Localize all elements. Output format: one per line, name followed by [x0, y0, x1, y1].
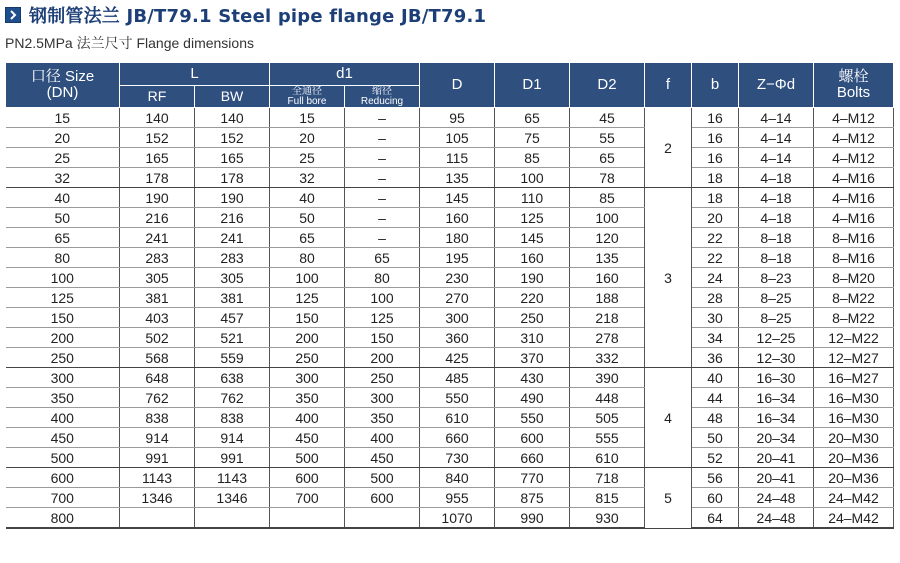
cell-zphid: 16–34: [739, 408, 814, 428]
cell-rf: 648: [120, 368, 195, 388]
cell-D2: 930: [570, 508, 645, 529]
cell-D: 955: [420, 488, 495, 508]
cell-bw: 381: [195, 288, 270, 308]
cell-bw: 283: [195, 248, 270, 268]
cell-full: 500: [270, 448, 345, 468]
cell-dn: 32: [6, 168, 120, 188]
table-row: [6, 408, 894, 428]
cell-zphid: 8–18: [739, 228, 814, 248]
table-row: [6, 488, 894, 508]
cell-bw: 305: [195, 268, 270, 288]
header-reducing-en: Reducing: [360, 95, 404, 107]
header-b: b: [692, 63, 739, 108]
cell-rf: 568: [120, 348, 195, 368]
table-row: [6, 248, 894, 268]
cell-dn: 25: [6, 148, 120, 168]
cell-full: 40: [270, 188, 345, 208]
cell-D2: 100: [570, 208, 645, 228]
cell-D: 425: [420, 348, 495, 368]
table-row: [6, 108, 894, 128]
cell-b: 64: [692, 508, 739, 529]
cell-red: –: [345, 228, 420, 248]
table-row: [6, 388, 894, 408]
cell-bolts: 16–M27: [814, 368, 894, 388]
title-row: [5, 3, 486, 27]
cell-D2: 390: [570, 368, 645, 388]
cell-zphid: 20–41: [739, 468, 814, 488]
cell-D1: 145: [495, 228, 570, 248]
cell-red: –: [345, 128, 420, 148]
header-bolts-cn: 螺栓: [838, 68, 869, 86]
cell-dn: 250: [6, 348, 120, 368]
table-row: [6, 368, 894, 388]
cell-D: 95: [420, 108, 495, 128]
cell-bolts: 16–M30: [814, 388, 894, 408]
cell-zphid: 4–18: [739, 188, 814, 208]
cell-dn: 400: [6, 408, 120, 428]
cell-D: 195: [420, 248, 495, 268]
cell-D1: 65: [495, 108, 570, 128]
table-row: [6, 448, 894, 468]
table-row: [6, 348, 894, 368]
cell-f: 2: [645, 108, 692, 188]
table-row: [6, 208, 894, 228]
cell-full: 65: [270, 228, 345, 248]
table-row: [6, 468, 894, 488]
cell-bw: 1143: [195, 468, 270, 488]
cell-D1: 190: [495, 268, 570, 288]
cell-D2: 78: [570, 168, 645, 188]
cell-full: 25: [270, 148, 345, 168]
cell-D1: 875: [495, 488, 570, 508]
cell-bw: 838: [195, 408, 270, 428]
cell-full: 80: [270, 248, 345, 268]
header-D2: D2: [570, 63, 645, 108]
cell-D1: 110: [495, 188, 570, 208]
cell-full: 250: [270, 348, 345, 368]
cell-zphid: 8–25: [739, 288, 814, 308]
header-d1: d1: [270, 63, 420, 86]
cell-D1: 220: [495, 288, 570, 308]
table-row: [6, 148, 894, 168]
cell-dn: 600: [6, 468, 120, 488]
table-row: [6, 428, 894, 448]
cell-bolts: 4–M16: [814, 168, 894, 188]
cell-bw: 216: [195, 208, 270, 228]
table-body: [6, 108, 894, 529]
cell-bolts: 4–M16: [814, 188, 894, 208]
cell-bolts: 4–M12: [814, 128, 894, 148]
cell-zphid: 20–41: [739, 448, 814, 468]
header-BW: BW: [195, 86, 270, 108]
cell-rf: 283: [120, 248, 195, 268]
cell-bw: 190: [195, 188, 270, 208]
cell-bolts: 20–M36: [814, 468, 894, 488]
cell-zphid: 4–18: [739, 208, 814, 228]
cell-b: 22: [692, 248, 739, 268]
cell-bw: 521: [195, 328, 270, 348]
header-size-line1: 口径 Size: [30, 68, 95, 86]
cell-bw: 457: [195, 308, 270, 328]
cell-rf: 1346: [120, 488, 195, 508]
cell-full: 20: [270, 128, 345, 148]
cell-b: 28: [692, 288, 739, 308]
cell-zphid: 4–14: [739, 148, 814, 168]
cell-zphid: 4–14: [739, 128, 814, 148]
cell-dn: 150: [6, 308, 120, 328]
cell-rf: 381: [120, 288, 195, 308]
cell-D2: 120: [570, 228, 645, 248]
cell-bolts: 4–M12: [814, 108, 894, 128]
cell-dn: 800: [6, 508, 120, 529]
cell-b: 34: [692, 328, 739, 348]
header-D: D: [420, 63, 495, 108]
cell-full: 300: [270, 368, 345, 388]
page-subtitle: PN2.5MPa 法兰尺寸 Flange dimensions: [5, 35, 254, 51]
cell-rf: 190: [120, 188, 195, 208]
cell-b: 48: [692, 408, 739, 428]
cell-D: 1070: [420, 508, 495, 529]
cell-full: 350: [270, 388, 345, 408]
cell-bolts: 8–M22: [814, 308, 894, 328]
flange-dimensions-table: [5, 62, 894, 529]
cell-zphid: 4–14: [739, 108, 814, 128]
cell-D2: 55: [570, 128, 645, 148]
cell-D1: 550: [495, 408, 570, 428]
cell-D1: 370: [495, 348, 570, 368]
cell-full: 700: [270, 488, 345, 508]
cell-red: –: [345, 208, 420, 228]
cell-D1: 490: [495, 388, 570, 408]
table-row: [6, 268, 894, 288]
cell-bolts: 4–M12: [814, 148, 894, 168]
cell-dn: 200: [6, 328, 120, 348]
table-row: [6, 228, 894, 248]
cell-red: 200: [345, 348, 420, 368]
cell-rf: 762: [120, 388, 195, 408]
cell-b: 60: [692, 488, 739, 508]
cell-dn: 20: [6, 128, 120, 148]
header-L: L: [120, 63, 270, 86]
cell-dn: 80: [6, 248, 120, 268]
cell-D1: 600: [495, 428, 570, 448]
cell-zphid: 24–48: [739, 488, 814, 508]
page-title: 钢制管法兰 JB/T79.1 Steel pipe flange JB/T79.1: [29, 6, 487, 27]
header-size-line2: (DN): [46, 84, 79, 101]
cell-full: 15: [270, 108, 345, 128]
cell-rf: 305: [120, 268, 195, 288]
cell-D: 180: [420, 228, 495, 248]
cell-D2: 448: [570, 388, 645, 408]
cell-D: 610: [420, 408, 495, 428]
cell-b: 20: [692, 208, 739, 228]
table-row: [6, 288, 894, 308]
cell-dn: 300: [6, 368, 120, 388]
cell-D: 550: [420, 388, 495, 408]
cell-D2: 218: [570, 308, 645, 328]
cell-bolts: 8–M16: [814, 228, 894, 248]
cell-zphid: 16–34: [739, 388, 814, 408]
cell-D: 230: [420, 268, 495, 288]
cell-rf: 165: [120, 148, 195, 168]
cell-dn: 40: [6, 188, 120, 208]
cell-D2: 45: [570, 108, 645, 128]
cell-D1: 430: [495, 368, 570, 388]
cell-full: 400: [270, 408, 345, 428]
cell-bolts: 8–M22: [814, 288, 894, 308]
cell-red: 500: [345, 468, 420, 488]
cell-b: 18: [692, 168, 739, 188]
header-full-bore-cn: 全通径: [292, 85, 322, 97]
cell-red: 600: [345, 488, 420, 508]
cell-bw: 165: [195, 148, 270, 168]
cell-rf: 1143: [120, 468, 195, 488]
cell-D: 145: [420, 188, 495, 208]
cell-dn: 500: [6, 448, 120, 468]
table-row: [6, 328, 894, 348]
header-D1: D1: [495, 63, 570, 108]
cell-D: 105: [420, 128, 495, 148]
cell-b: 50: [692, 428, 739, 448]
cell-rf: 991: [120, 448, 195, 468]
cell-red: 80: [345, 268, 420, 288]
cell-zphid: 12–30: [739, 348, 814, 368]
cell-zphid: 24–48: [739, 508, 814, 529]
cell-bolts: 12–M22: [814, 328, 894, 348]
cell-D: 270: [420, 288, 495, 308]
cell-dn: 700: [6, 488, 120, 508]
table-row: [6, 128, 894, 148]
cell-red: [345, 508, 420, 529]
table-row: [6, 308, 894, 328]
cell-bolts: 8–M16: [814, 248, 894, 268]
cell-red: 150: [345, 328, 420, 348]
cell-rf: 178: [120, 168, 195, 188]
cell-D1: 660: [495, 448, 570, 468]
cell-D: 360: [420, 328, 495, 348]
cell-D2: 65: [570, 148, 645, 168]
cell-bw: 241: [195, 228, 270, 248]
cell-f: 3: [645, 188, 692, 368]
cell-red: 350: [345, 408, 420, 428]
cell-bolts: 16–M30: [814, 408, 894, 428]
cell-full: 125: [270, 288, 345, 308]
cell-rf: 838: [120, 408, 195, 428]
cell-dn: 350: [6, 388, 120, 408]
cell-zphid: 16–30: [739, 368, 814, 388]
cell-zphid: 12–25: [739, 328, 814, 348]
table-row: [6, 508, 894, 529]
cell-rf: 914: [120, 428, 195, 448]
table-row: [6, 188, 894, 208]
header-reducing-cn: 缩径: [372, 85, 392, 97]
header-z-phi-d: Z−Φd: [739, 63, 814, 108]
cell-zphid: 4–18: [739, 168, 814, 188]
cell-bolts: 8–M20: [814, 268, 894, 288]
cell-D2: 188: [570, 288, 645, 308]
cell-D1: 85: [495, 148, 570, 168]
cell-b: 40: [692, 368, 739, 388]
cell-rf: 216: [120, 208, 195, 228]
cell-bw: 178: [195, 168, 270, 188]
cell-dn: 15: [6, 108, 120, 128]
cell-D2: 332: [570, 348, 645, 368]
cell-b: 30: [692, 308, 739, 328]
cell-f: 5: [645, 468, 692, 529]
cell-bolts: 20–M30: [814, 428, 894, 448]
cell-rf: 241: [120, 228, 195, 248]
cell-D2: 160: [570, 268, 645, 288]
cell-b: 18: [692, 188, 739, 208]
cell-zphid: 8–18: [739, 248, 814, 268]
cell-D: 135: [420, 168, 495, 188]
cell-bolts: 24–M42: [814, 488, 894, 508]
cell-red: –: [345, 188, 420, 208]
cell-rf: 502: [120, 328, 195, 348]
cell-bw: 991: [195, 448, 270, 468]
cell-D: 300: [420, 308, 495, 328]
header-full-bore: [270, 86, 345, 108]
cell-dn: 450: [6, 428, 120, 448]
cell-b: 16: [692, 148, 739, 168]
cell-rf: [120, 508, 195, 529]
cell-D1: 310: [495, 328, 570, 348]
cell-D: 115: [420, 148, 495, 168]
cell-f: 4: [645, 368, 692, 468]
cell-red: –: [345, 108, 420, 128]
cell-full: 150: [270, 308, 345, 328]
cell-D1: 100: [495, 168, 570, 188]
cell-full: 100: [270, 268, 345, 288]
header-bolts-en: Bolts: [836, 84, 871, 101]
cell-rf: 152: [120, 128, 195, 148]
cell-b: 16: [692, 108, 739, 128]
cell-D: 485: [420, 368, 495, 388]
chevron-right-icon: [5, 7, 21, 23]
cell-b: 44: [692, 388, 739, 408]
cell-D2: 815: [570, 488, 645, 508]
cell-b: 24: [692, 268, 739, 288]
cell-dn: 100: [6, 268, 120, 288]
cell-D2: 718: [570, 468, 645, 488]
cell-b: 22: [692, 228, 739, 248]
cell-D1: 125: [495, 208, 570, 228]
cell-D1: 990: [495, 508, 570, 529]
cell-D: 160: [420, 208, 495, 228]
cell-bw: 140: [195, 108, 270, 128]
cell-bolts: 24–M42: [814, 508, 894, 529]
cell-D2: 505: [570, 408, 645, 428]
header-RF: RF: [120, 86, 195, 108]
cell-zphid: 8–23: [739, 268, 814, 288]
cell-red: 100: [345, 288, 420, 308]
cell-dn: 50: [6, 208, 120, 228]
cell-bolts: 12–M27: [814, 348, 894, 368]
cell-full: [270, 508, 345, 529]
cell-red: 65: [345, 248, 420, 268]
cell-red: –: [345, 148, 420, 168]
cell-red: 250: [345, 368, 420, 388]
cell-b: 52: [692, 448, 739, 468]
cell-rf: 140: [120, 108, 195, 128]
header-size: [6, 63, 120, 108]
cell-full: 32: [270, 168, 345, 188]
cell-bolts: 4–M16: [814, 208, 894, 228]
cell-bolts: 20–M36: [814, 448, 894, 468]
cell-dn: 65: [6, 228, 120, 248]
cell-b: 36: [692, 348, 739, 368]
header-full-bore-en: Full bore: [287, 95, 327, 107]
cell-red: 125: [345, 308, 420, 328]
header-f: f: [645, 63, 692, 108]
cell-bw: 762: [195, 388, 270, 408]
cell-red: 300: [345, 388, 420, 408]
cell-full: 200: [270, 328, 345, 348]
cell-zphid: 8–25: [739, 308, 814, 328]
cell-D1: 75: [495, 128, 570, 148]
cell-bw: [195, 508, 270, 529]
cell-bw: 1346: [195, 488, 270, 508]
cell-rf: 403: [120, 308, 195, 328]
cell-full: 50: [270, 208, 345, 228]
cell-b: 16: [692, 128, 739, 148]
cell-bw: 638: [195, 368, 270, 388]
cell-D2: 610: [570, 448, 645, 468]
cell-red: 450: [345, 448, 420, 468]
cell-D: 730: [420, 448, 495, 468]
cell-dn: 125: [6, 288, 120, 308]
table-row: [6, 168, 894, 188]
header-reducing: [345, 86, 420, 108]
cell-b: 56: [692, 468, 739, 488]
cell-bw: 914: [195, 428, 270, 448]
cell-D1: 250: [495, 308, 570, 328]
cell-D2: 555: [570, 428, 645, 448]
cell-red: 400: [345, 428, 420, 448]
cell-bw: 152: [195, 128, 270, 148]
cell-D1: 770: [495, 468, 570, 488]
cell-zphid: 20–34: [739, 428, 814, 448]
cell-D: 840: [420, 468, 495, 488]
cell-full: 450: [270, 428, 345, 448]
cell-red: –: [345, 168, 420, 188]
cell-D2: 85: [570, 188, 645, 208]
cell-D1: 160: [495, 248, 570, 268]
cell-full: 600: [270, 468, 345, 488]
header-bolts: [814, 63, 894, 108]
cell-D2: 135: [570, 248, 645, 268]
cell-bw: 559: [195, 348, 270, 368]
cell-D: 660: [420, 428, 495, 448]
cell-D2: 278: [570, 328, 645, 348]
